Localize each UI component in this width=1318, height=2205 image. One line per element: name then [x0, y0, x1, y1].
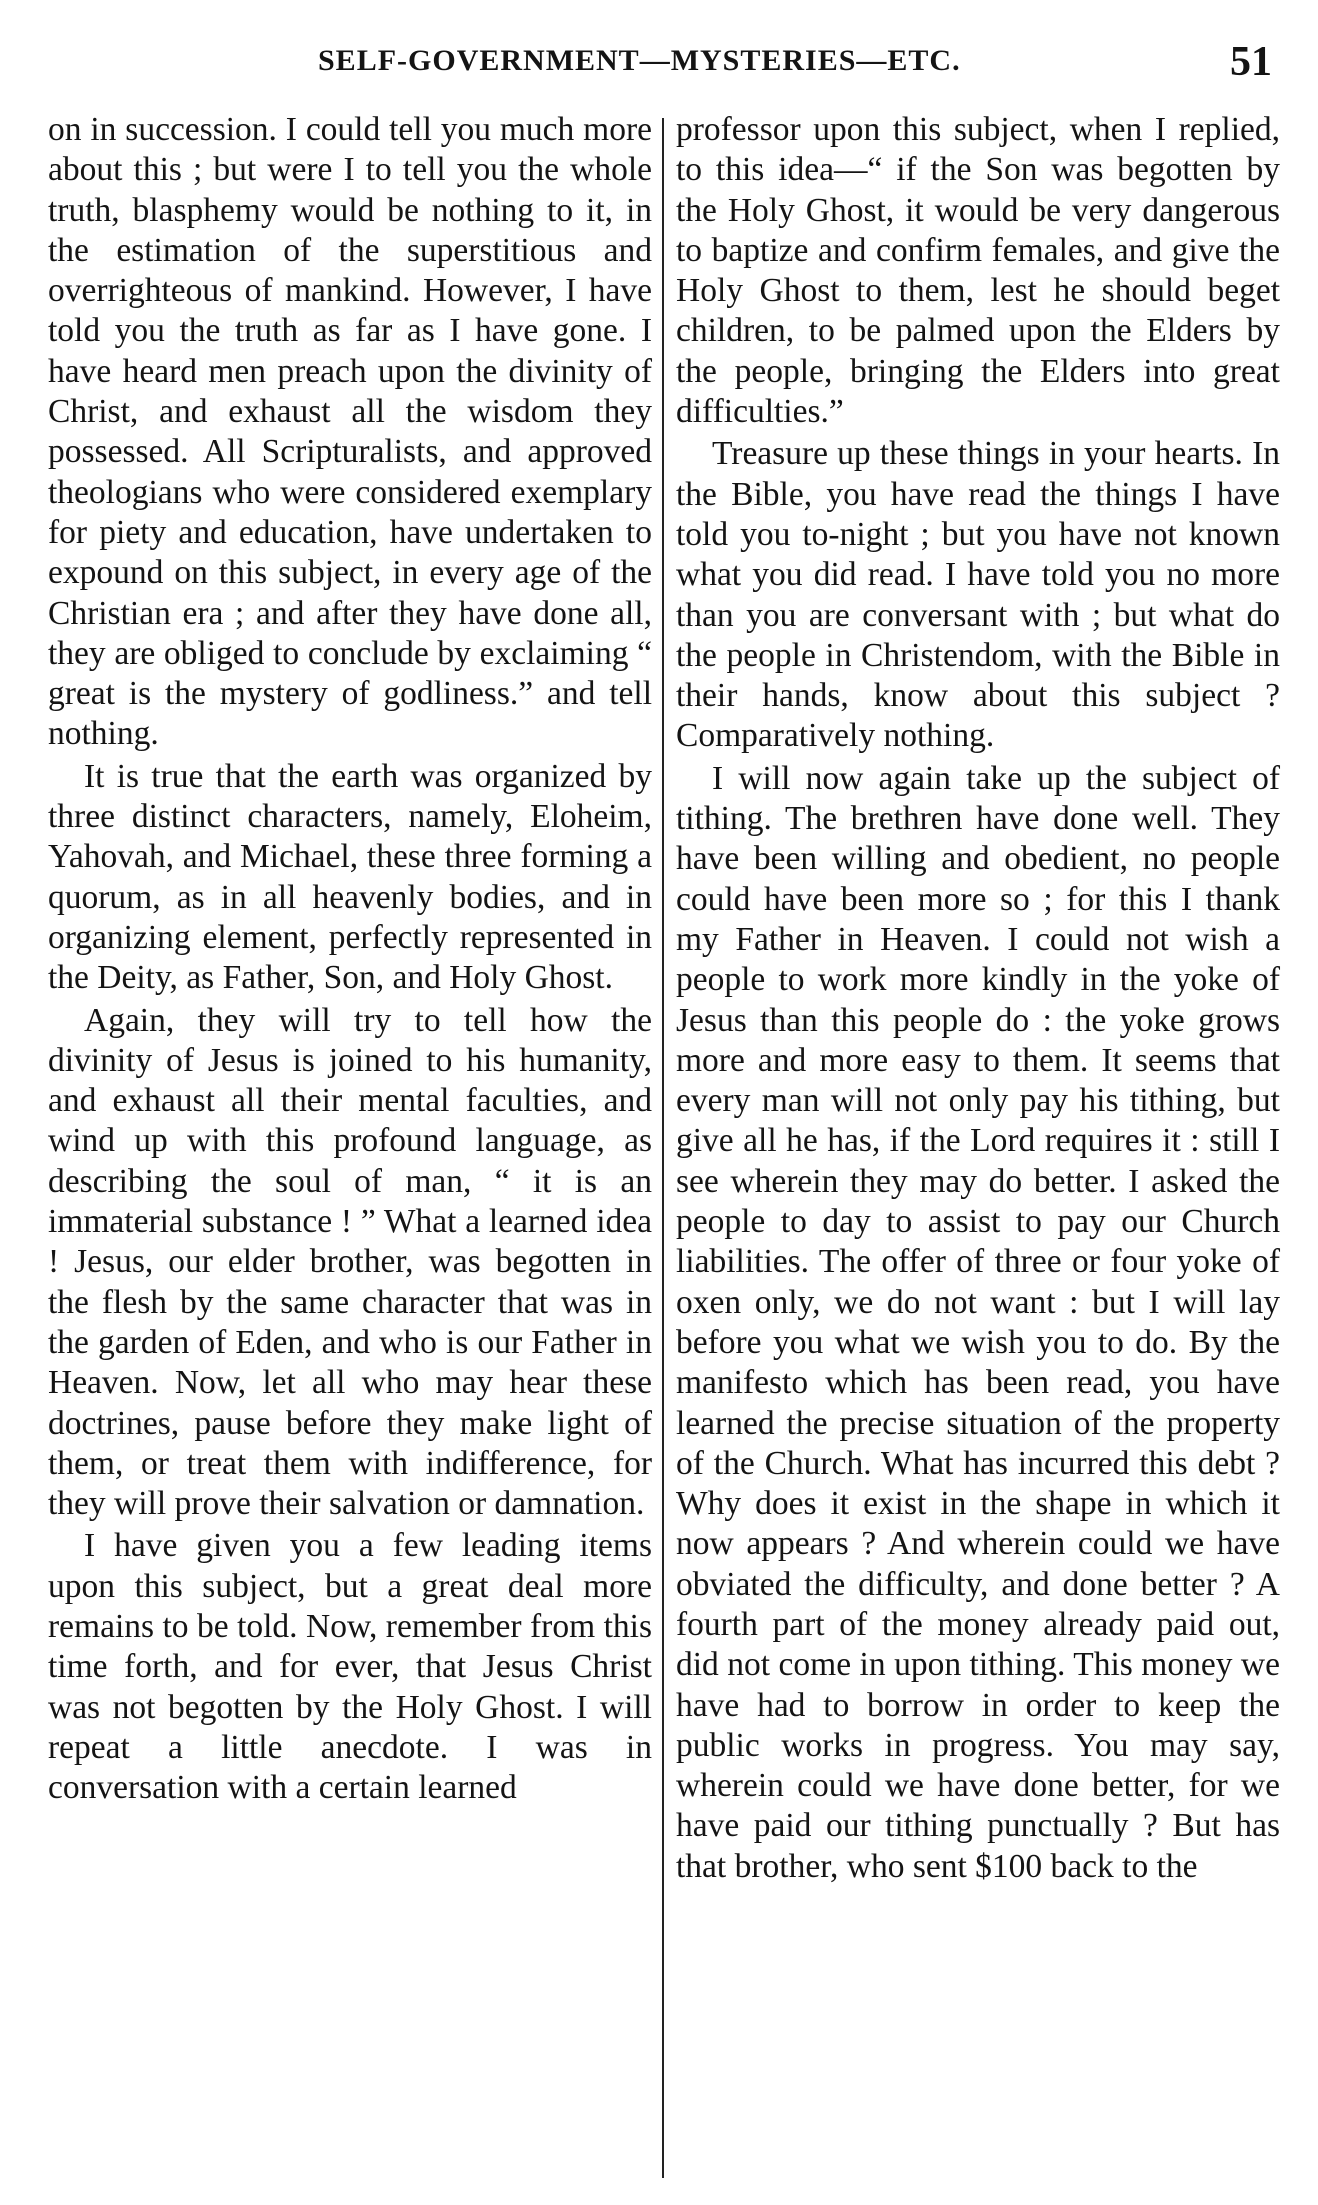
- paragraph: Treasure up these things in your hearts. In the Bible, you have read the things I have told you to-night ; but you have not known what you did read. I have told you no more than you are conversant with ; but what do the people in Christendom, with the Bible in their hands, know about this subject ? Comparatively nothing.: [676, 435, 1280, 755]
- paragraph: professor upon this subject, when I replied, to this idea—“ if the Son was begotten by the Holy Ghost, it would be very dangerous to baptize and confirm females, and give the Holy Ghost to them, lest he should beget children, to be palmed upon the Elders by the people, bringing the Elders into great difficulties.”: [676, 111, 1280, 431]
- running-title: SELF-GOVERNMENT—MYSTERIES—ETC.: [318, 44, 961, 77]
- paragraph: It is true that the earth was organized by three distinct characters, namely, Eloheim, Yahovah, and Michael, these three forming a quorum, as in all heavenly bodies, and in organizing element, perfectly represented in the Deity, as Father, Son, and Holy Ghost.: [48, 757, 652, 997]
- page-number: 51: [1230, 39, 1272, 85]
- left-column: [48, 110, 652, 1808]
- paragraph: I have given you a few leading items upon this subject, but a great deal more remains to be told. Now, remember from this time forth, and for ever, that Jesus Christ was not begotten by the Holy Ghost. I will repeat a little anecdote. I was in conversation with a certain learned: [48, 1527, 652, 1807]
- page-header: [0, 39, 1318, 94]
- right-column: [676, 110, 1280, 1887]
- paragraph: on in succession. I could tell you much more about this ; but were I to tell you the whole truth, blasphemy would be nothing to it, in the estimation of the superstitious and overrighteous of mankind. However, I have told you the truth as far as I have gone. I have heard men preach upon the divinity of Christ, and exhaust all the wisdom they possessed. All Scripturalists, and approved theologians who were considered exemplary for piety and education, have undertaken to expound on this subject, in every age of the Christian era ; and after they have done all, they are obliged to conclude by exclaiming “ great is the mystery of godliness.” and tell nothing.: [48, 111, 652, 753]
- column-divider: [662, 118, 664, 2178]
- paragraph: I will now again take up the subject of tithing. The brethren have done well. They have been willing and obedient, no people could have been more so ; for this I thank my Father in Heaven. I could not wish a people to work more kindly in the yoke of Jesus than this people do : the yoke grows more and more easy to them. It seems that every man will not only pay his tithing, but give all he has, if the Lord requires it : still I see wherein they may do better. I asked the people to day to assist to pay our Church liabilities. The offer of three or four yoke of oxen only, we do not want : but I will lay before you what we wish you to do. By the manifesto which has been read, you have learned the precise situation of the property of the Church. What has incurred this debt ? Why does it exist in the shape in which it now appears ? And wherein could we have obviated the difficulty, and done better ? A fourth part of the money already paid out, did not come in upon tithing. This money we have had to borrow in order to keep the public works in progress. You may say, wherein could we have done better, for we have paid our tithing punctually ? But has that brother, who sent $100 back to the: [676, 759, 1280, 1885]
- paragraph: Again, they will try to tell how the divinity of Jesus is joined to his humanity, and exhaust all their mental faculties, and wind up with this profound language, as describing the soul of man, “ it is an immaterial substance ! ” What a learned idea ! Jesus, our elder brother, was begotten in the flesh by the same character that was in the garden of Eden, and who is our Father in Heaven. Now, let all who may hear these doctrines, pause before they make light of them, or treat them with indifference, for they will prove their salvation or damnation.: [48, 1001, 652, 1523]
